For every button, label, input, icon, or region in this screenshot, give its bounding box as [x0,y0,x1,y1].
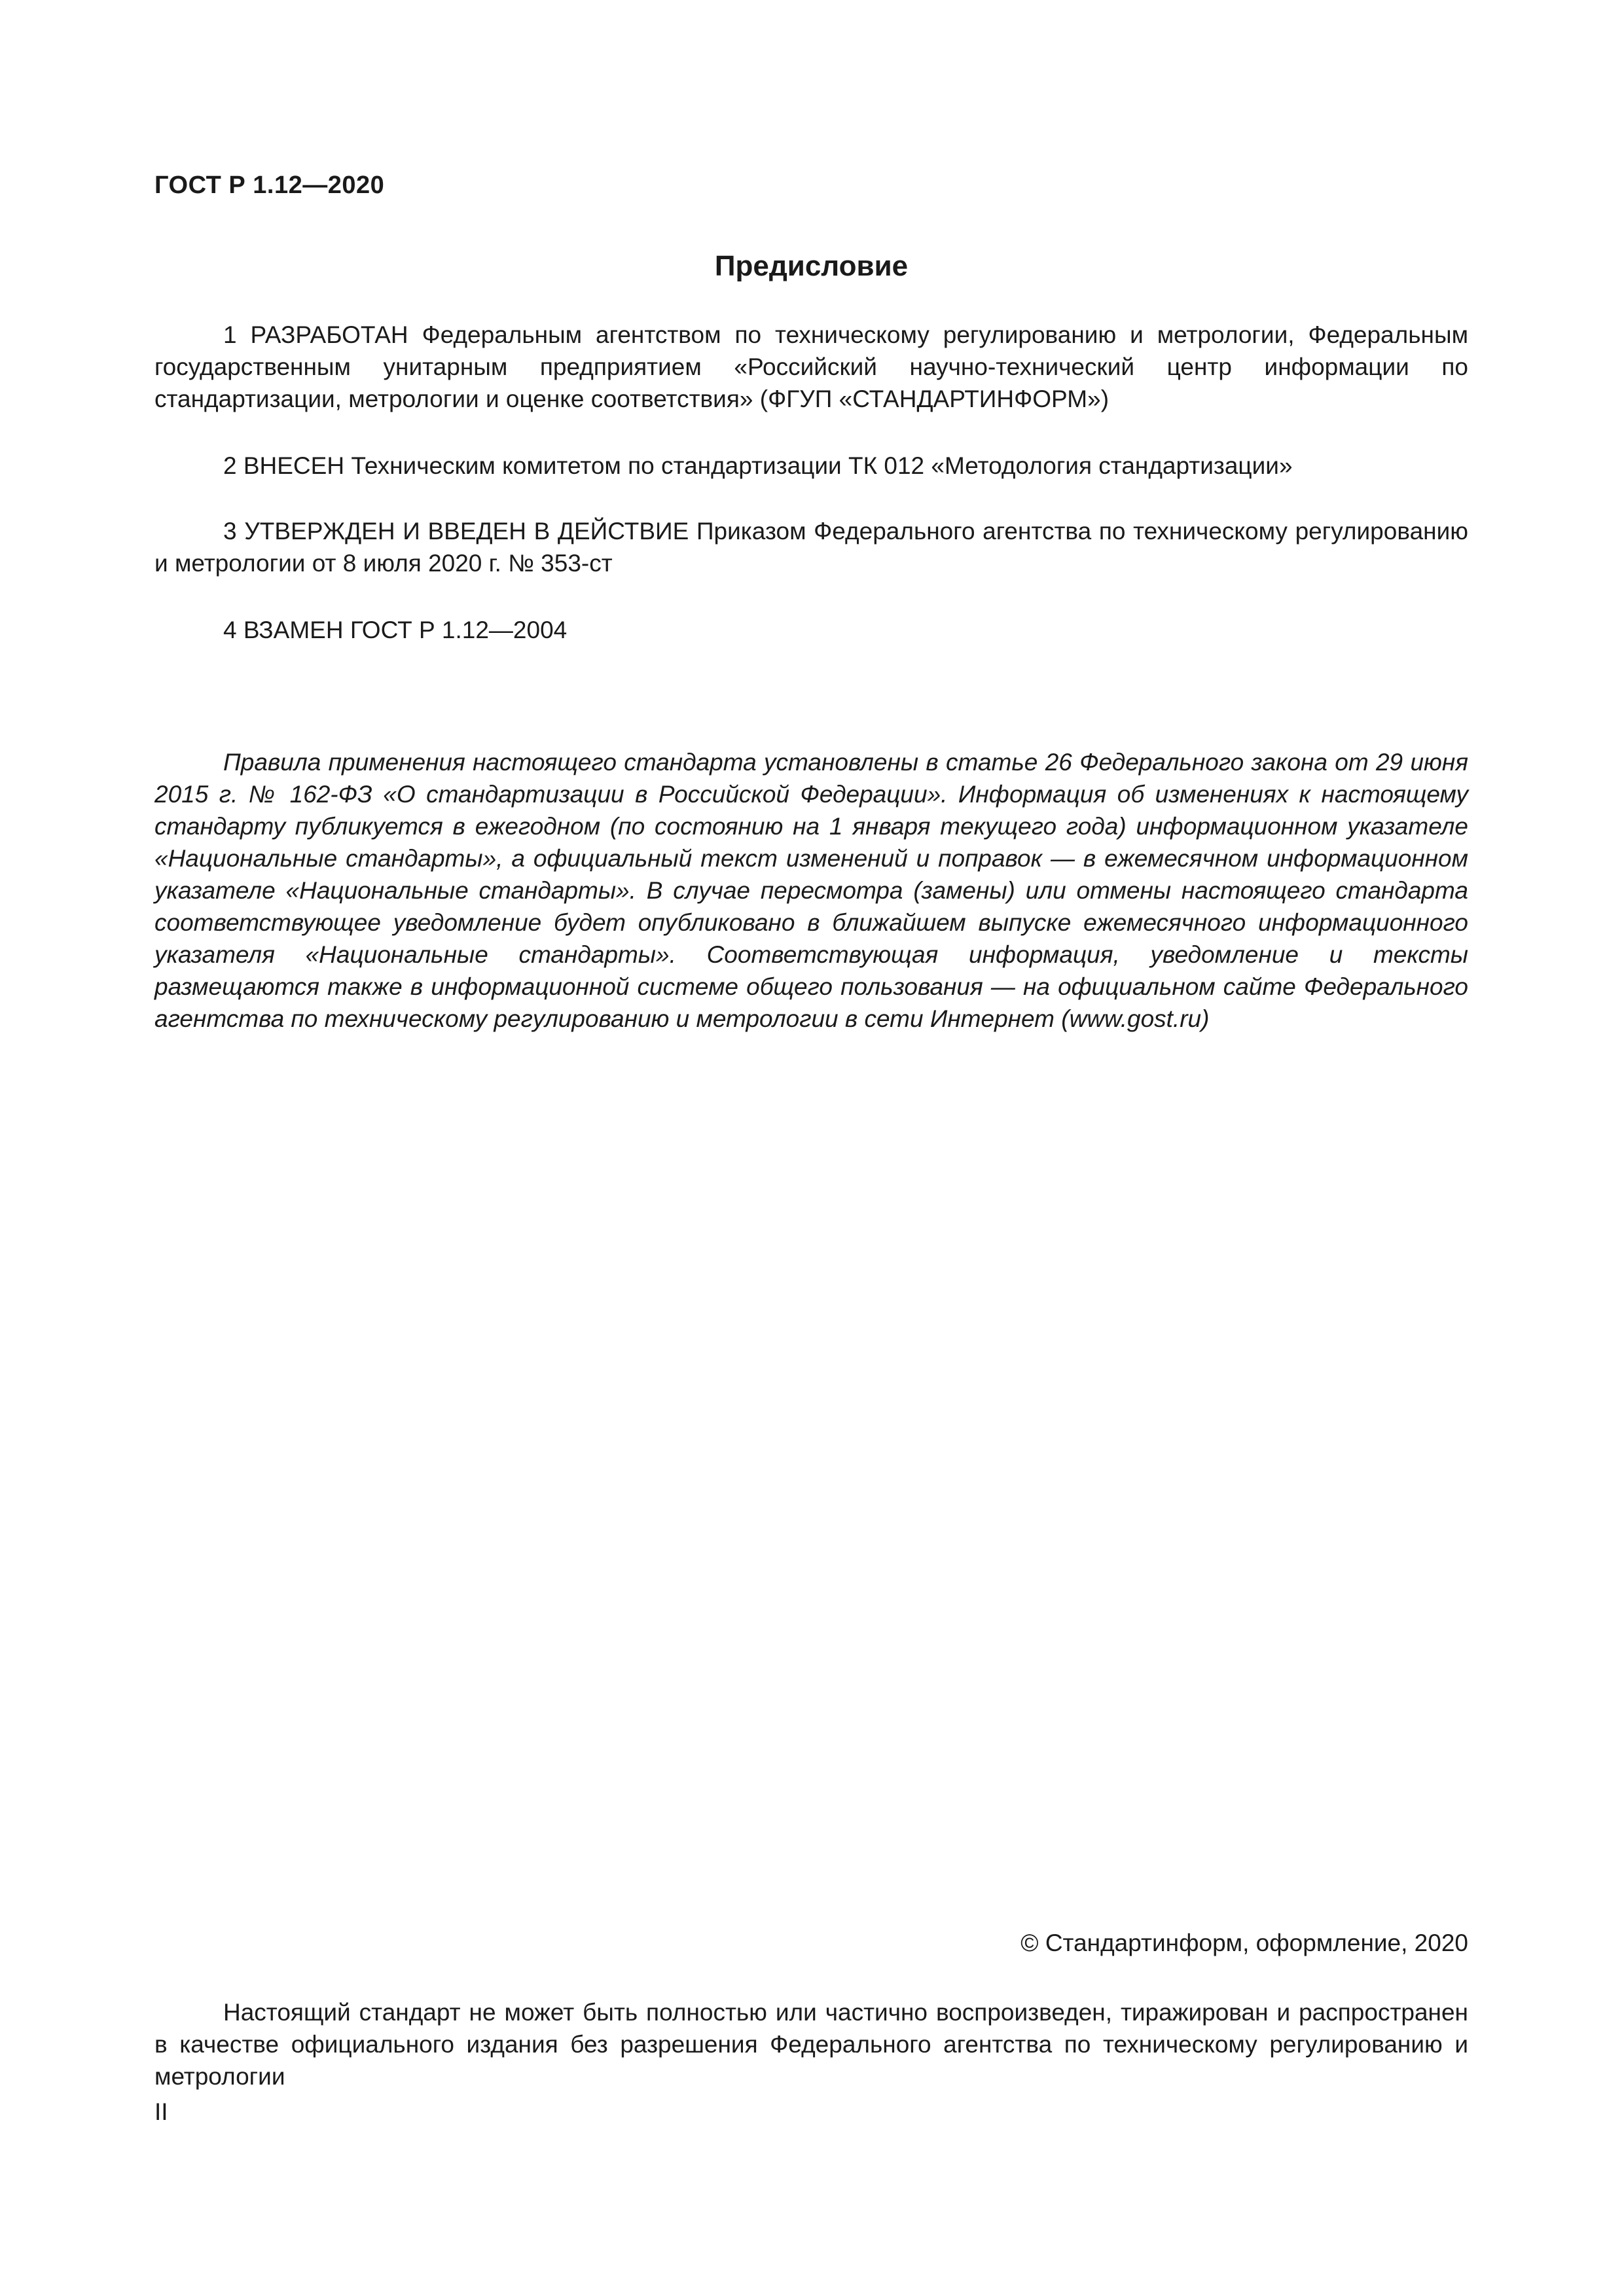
foreword-paragraph-3: 3 УТВЕРЖДЕН И ВВЕДЕН В ДЕЙСТВИЕ Приказом Федерального агентства по техническому регулированию и метрологии от 8 июля 2020 г. № 353-ст [154,518,1468,577]
reproduction-restriction-note: Настоящий стандарт не может быть полностью или частично воспроизведен, тиражирован и распространен в качестве официального издания без разрешения Федерального агентства по техническому регулированию и метрологии [154,1999,1468,2090]
copyright-line: © Стандартинформ, оформление, 2020 [1020,1929,1468,1956]
application-rules-notice: Правила применения настоящего стандарта установлены в статье 26 Федерального закона от 29 июня 2015 г. № 162-ФЗ «О стандартизации в Российской Федерации». Информация об изменениях к настоящему стандарту публикуется в ежегодном (по состоянию на 1 января текущего года) информационном указателе «Национальные стандарты», а официальный текст изменений и поправок — в ежемесячном информационном указателе «Национальные стандарты». В случае пересмотра (замены) или отмены настоящего стандарта соответствующее уведомление будет опубликовано в ближайшем выпуске ежемесячного информационного указателя «Национальные стандарты». Соответствующая информация, уведомление и тексты размещаются также в информационной системе общего пользования — на официальном сайте Федерального агентства по техническому регулированию и метрологии в сети Интернет (www.gost.ru) [154,749,1468,1032]
foreword-paragraph-1: 1 РАЗРАБОТАН Федеральным агентством по техническому регулированию и метрологии, Федеральным государственным унитарным предприятием «Российский научно-технический центр информации по стандартизации, метрологии и оценке соответствия» (ФГУП «СТАНДАРТИНФОРМ») [154,321,1468,412]
standard-code-header: ГОСТ Р 1.12—2020 [154,171,385,199]
foreword-paragraph-2: 2 ВНЕСЕН Техническим комитетом по стандартизации ТК 012 «Методология стандартизации» [223,452,1293,479]
page-title: Предисловие [714,250,909,282]
page-number: II [154,2098,168,2125]
foreword-paragraph-4: 4 ВЗАМЕН ГОСТ Р 1.12—2004 [223,617,568,643]
